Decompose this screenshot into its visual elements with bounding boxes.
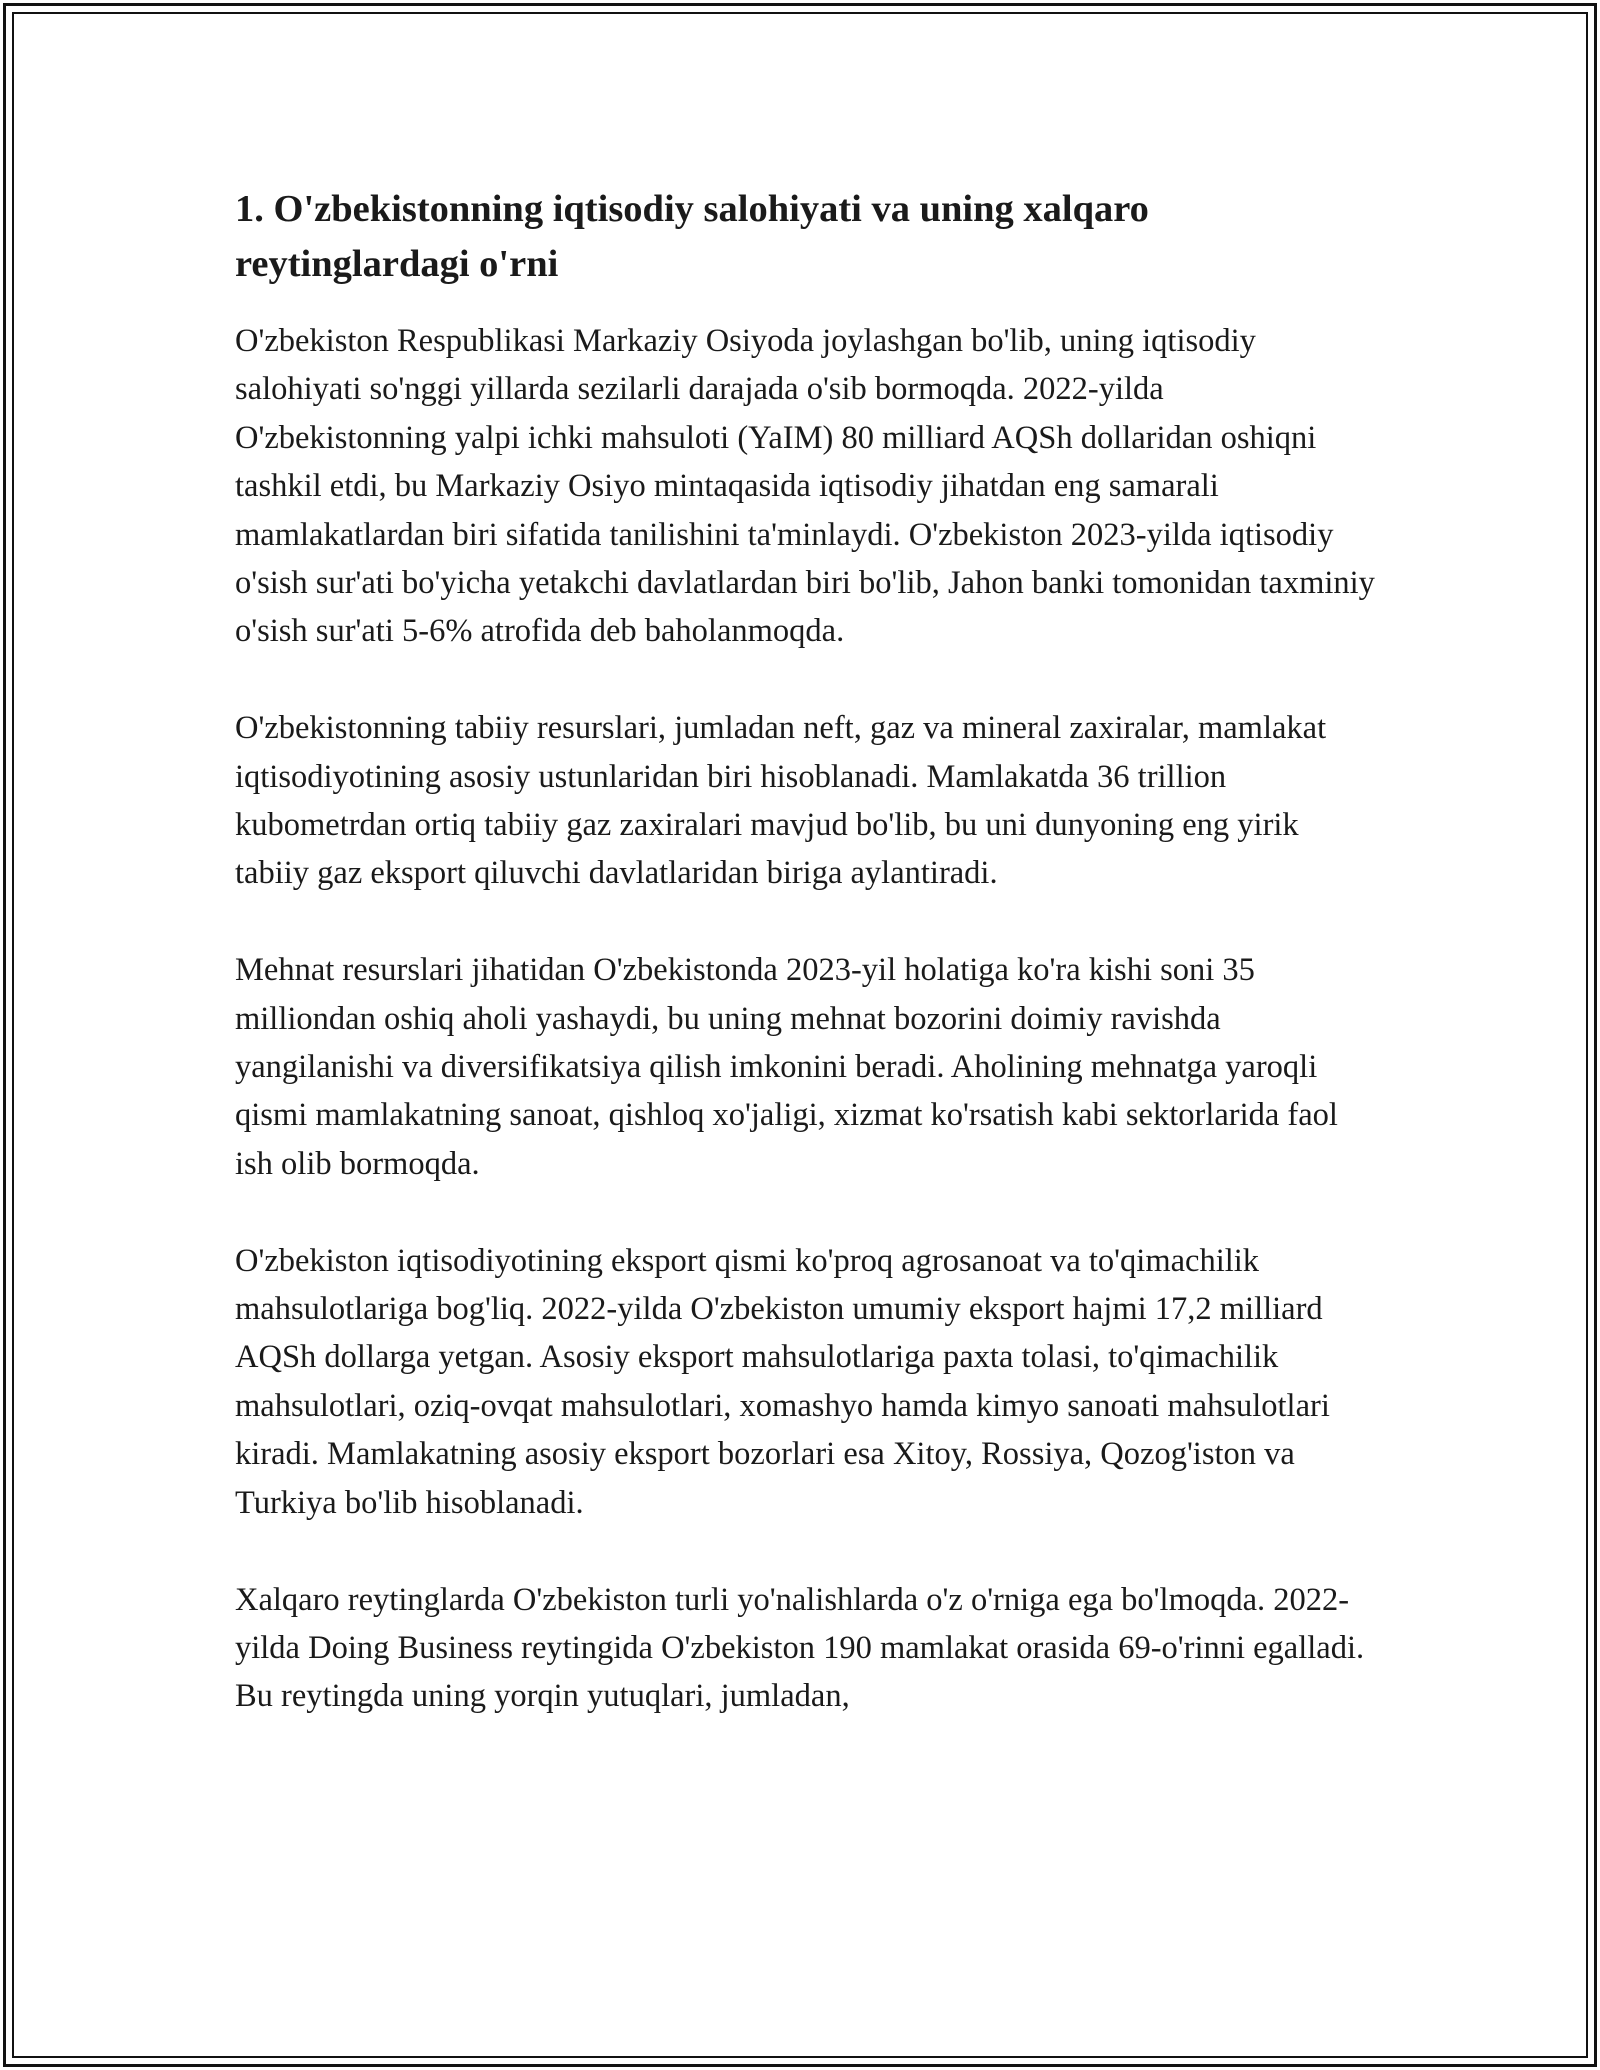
paragraph-natural-resources: O'zbekistonning tabiiy resurslari, jumladan neft, gaz va mineral zaxiralar, mamlakat iqtisodiyotining asosiy ustunlaridan biri hisoblanadi. Mamlakatda 36 trillion kubometrdan ortiq tabiiy gaz zaxiralari mavjud bo'lib, bu uni dunyoning eng yirik tabiiy gaz eksport qiluvchi davlatlaridan biriga aylantiradi.	[235, 710, 1327, 892]
paragraph-international-ratings: Xalqaro reytinglarda O'zbekiston turli yo'nalishlarda o'z o'rniga ega bo'lmoqda. 2022-yilda Doing Business reytingida O'zbekiston 190 mamlakat orasida 69-o'rinni egalladi. Bu reytingda uning yorqin yutuqlari, jumladan,	[235, 1581, 1365, 1715]
paragraph-economic-potential: O'zbekiston Respublikasi Markaziy Osiyoda joylashgan bo'lib, uning iqtisodiy salohiyati so'nggi yillarda sezilarli darajada o'sib bormoqda. 2022-yilda O'zbekistonning yalpi ichki mahsuloti (YaIM) 80 milliard AQSh dollaridan oshiqni tashkil etdi, bu Markaziy Osiyo mintaqasida iqtisodiy jihatdan eng samarali mamlakatlardan biri sifatida tanilishini ta'minlaydi. O'zbekiston 2023-yilda iqtisodiy o'sish sur'ati bo'yicha yetakchi davlatlardan biri bo'lib, Jahon banki tomonidan taxminiy o'sish sur'ati 5-6% atrofida deb baholanmoqda.	[235, 323, 1375, 650]
paragraph-labor-resources: Mehnat resurslari jihatidan O'zbekistonda 2023-yil holatiga ko'ra kishi soni 35 milliondan oshiq aholi yashaydi, bu uning mehnat bozorini doimiy ravishda yangilanishi va diversifikatsiya qilish imkonini beradi. Aholining mehnatga yaroqli qismi mamlakatning sanoat, qishloq xo'jaligi, xizmat ko'rsatish kabi sektorlarida faol ish olib bormoqda.	[235, 952, 1338, 1182]
document-body	[235, 182, 1375, 1721]
section-title: 1. O'zbekistonning iqtisodiy salohiyati va uning xalqaro reytinglardagi o'rni	[235, 188, 1149, 285]
paragraph-exports: O'zbekiston iqtisodiyotining eksport qismi ko'proq agrosanoat va to'qimachilik mahsulotlariga bog'liq. 2022-yilda O'zbekiston umumiy eksport hajmi 17,2 milliard AQSh dollarga yetgan. Asosiy eksport mahsulotlariga paxta tolasi, to'qimachilik mahsulotlari, oziq-ovqat mahsulotlari, xomashyo hamda kimyo sanoati mahsulotlari kiradi. Mamlakatning asosiy eksport bozorlari esa Xitoy, Rossiya, Qozog'iston va Turkiya bo'lib hisoblanadi.	[235, 1242, 1330, 1521]
